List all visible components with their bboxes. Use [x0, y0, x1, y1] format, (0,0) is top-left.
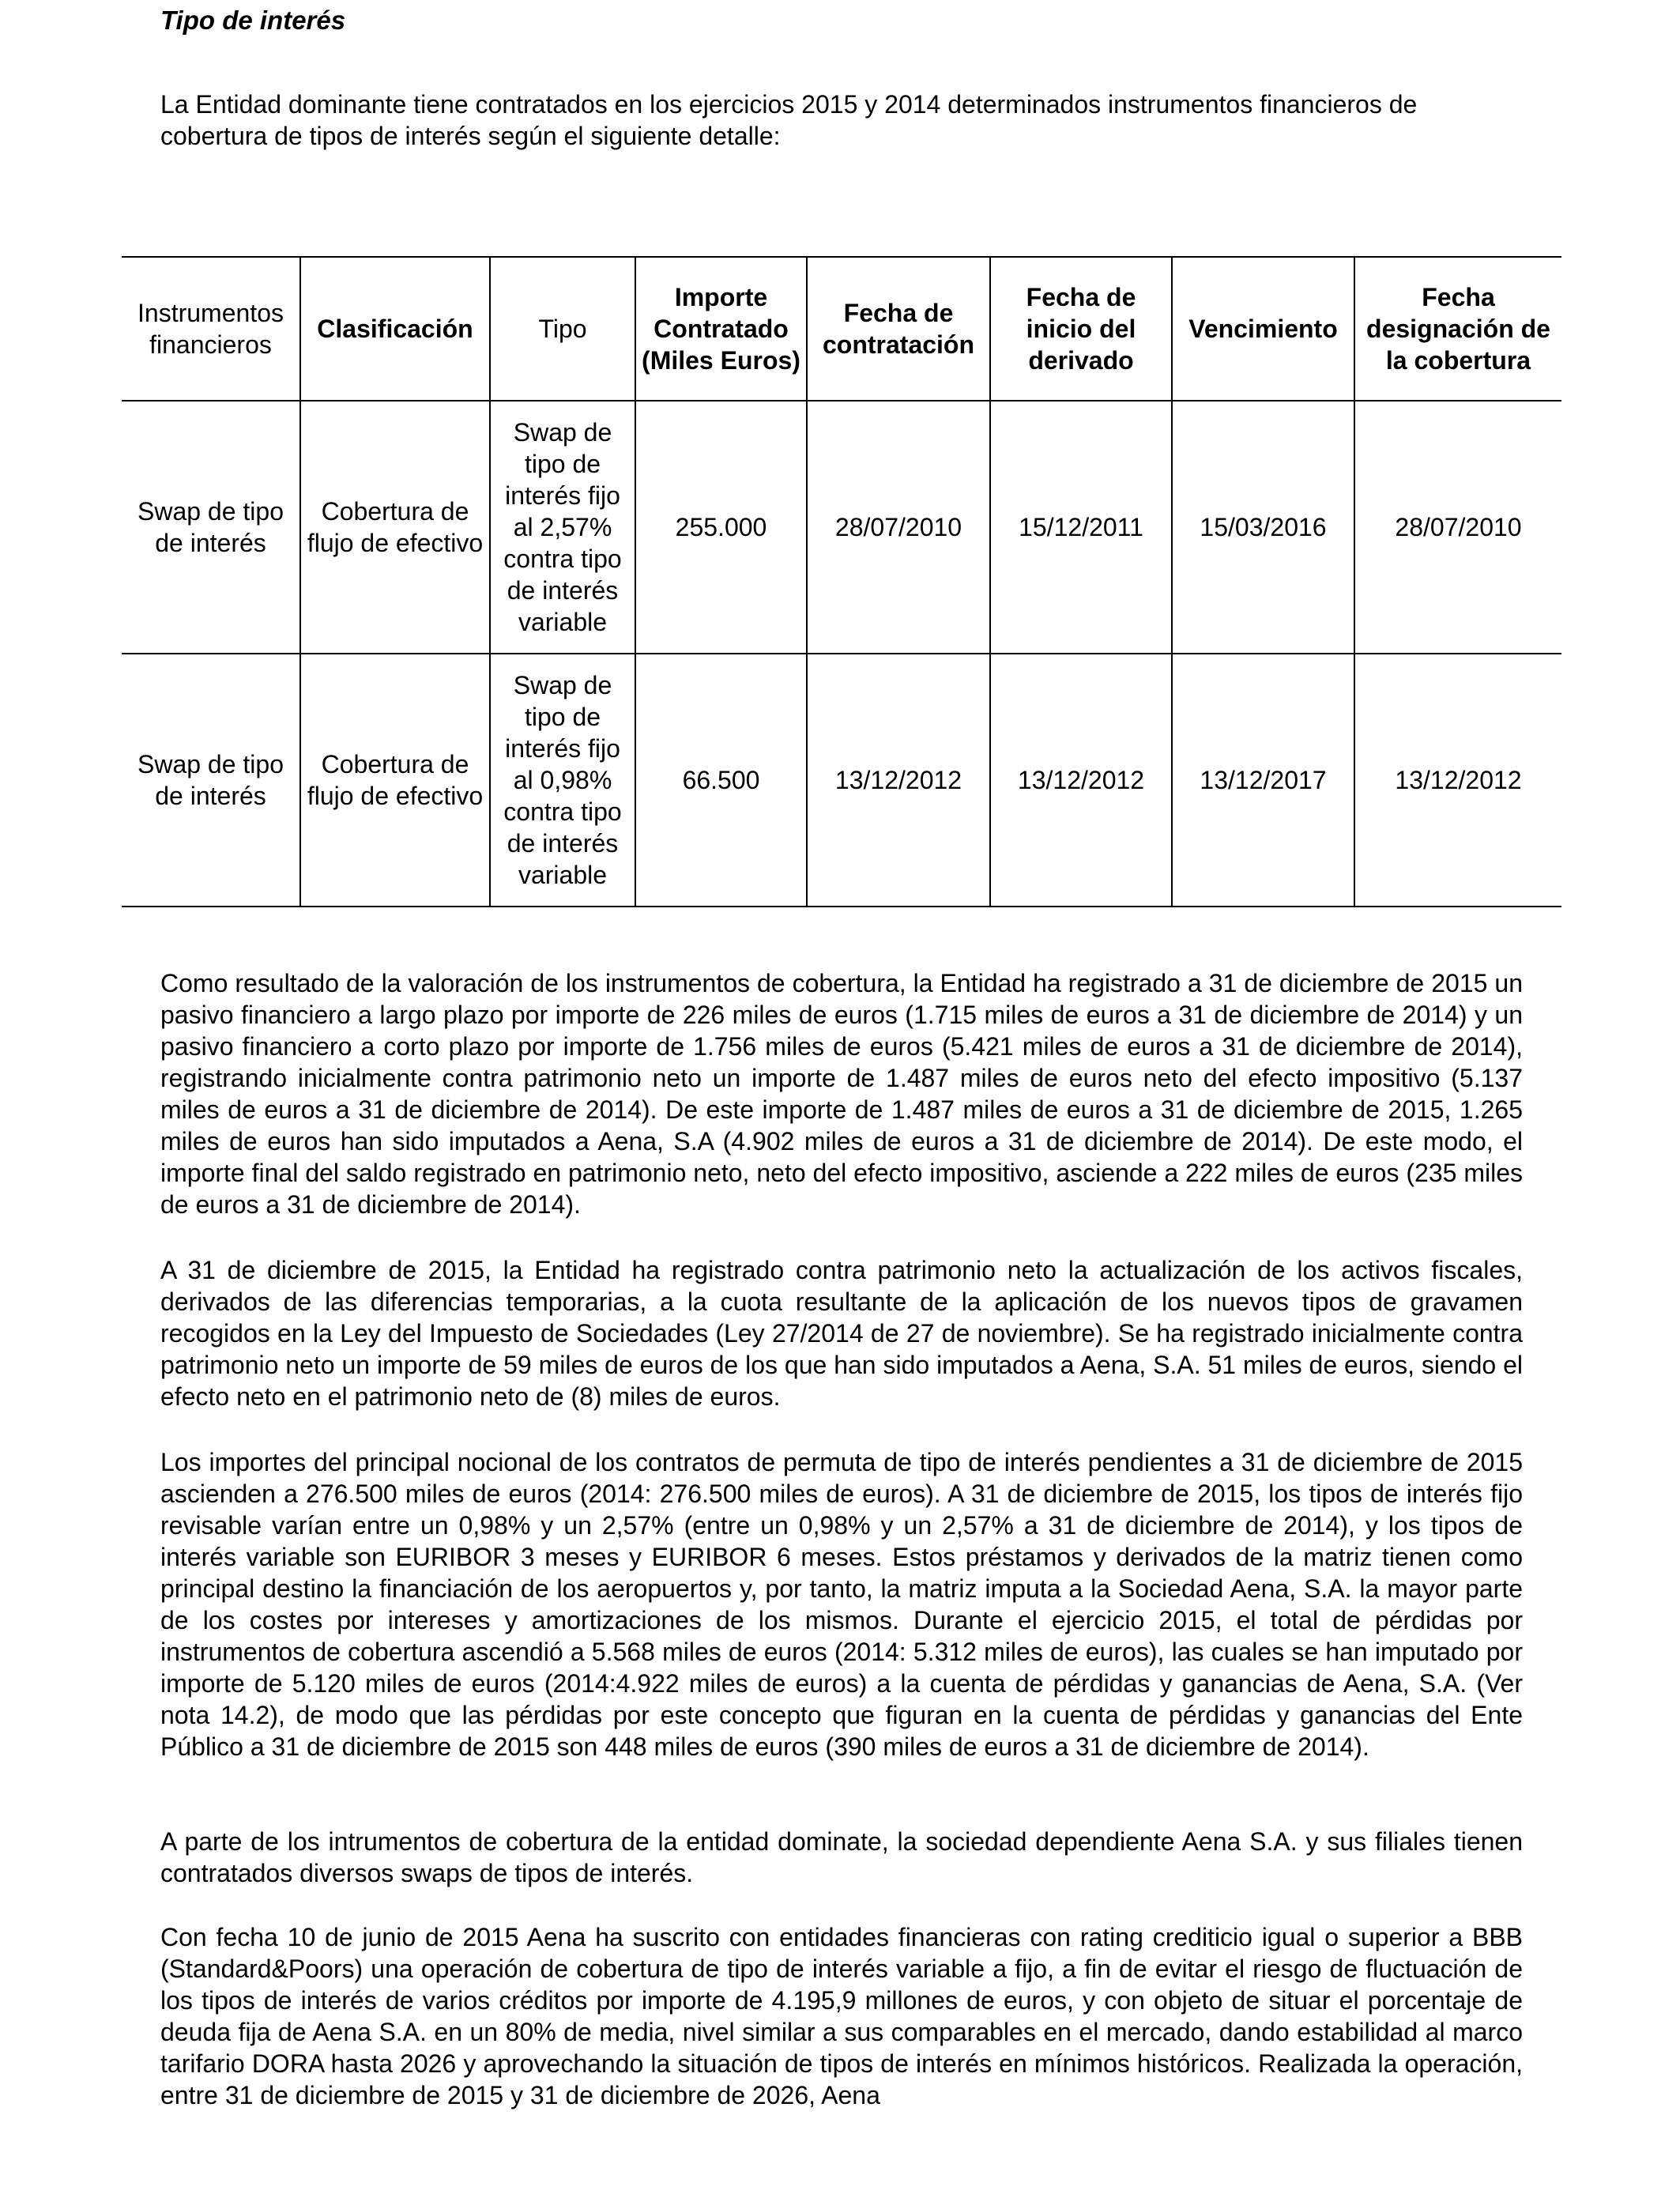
- table-cell: 15/03/2016: [1172, 401, 1354, 654]
- table-header-row: [122, 257, 1561, 401]
- table-cell: 255.000: [635, 401, 807, 654]
- body-paragraph: Los importes del principal nocional de los contratos de permuta de tipo de interés pendientes a 31 de diciembre de 2015 ascienden a 276.500 miles de euros (2014: 276.500 miles de euros). A 31 de diciembre de 2015, los tipos de interés fijo revisable varían entre un 0,98% y un 2,57% (entre un 0,98% y un 2,57% a 31 de diciembre de 2014), y los tipos de interés variable son EURIBOR 3 meses y EURIBOR 6 meses. Estos préstamos y derivados de la matriz tienen como principal destino la financiación de los aeropuertos y, por tanto, la matriz imputa a la Sociedad Aena, S.A. la mayor parte de los costes por intereses y amortizaciones de los mismos. Durante el ejercicio 2015, el total de pérdidas por instrumentos de cobertura ascendió a 5.568 miles de euros (2014: 5.312 miles de euros), las cuales se han imputado por importe de 5.120 miles de euros (2014:4.922 miles de euros) a la cuenta de pérdidas y ganancias de Aena, S.A. (Ver nota 14.2), de modo que las pérdidas por este concepto que figuran en la cuenta de pérdidas y ganancias del Ente Público a 31 de diciembre de 2015 son 448 miles de euros (390 miles de euros a 31 de diciembre de 2014).: [160, 1448, 1523, 1761]
- table-cell: 66.500: [635, 654, 807, 907]
- header-cell: Instrumentos financieros: [122, 257, 300, 401]
- table-cell: Cobertura de flujo de efectivo: [300, 401, 490, 654]
- table-cell: 13/12/2012: [1354, 654, 1561, 907]
- table-cell: 13/12/2012: [807, 654, 990, 907]
- table-cell: 28/07/2010: [1354, 401, 1561, 654]
- table-cell: Swap de tipo de interés fijo al 0,98% contra tipo de interés variable: [490, 654, 635, 907]
- table-cell: 13/12/2012: [990, 654, 1172, 907]
- body-paragraph: Como resultado de la valoración de los instrumentos de cobertura, la Entidad ha registrado a 31 de diciembre de 2015 un pasivo financiero a largo plazo por importe de 226 miles de euros (1.715 miles de euros a 31 de diciembre de 2014) y un pasivo financiero a corto plazo por importe de 1.756 miles de euros (5.421 miles de euros a 31 de diciembre de 2014), registrando inicialmente contra patrimonio neto un importe de 1.487 miles de euros neto del efecto impositivo (5.137 miles de euros a 31 de diciembre de 2014). De este importe de 1.487 miles de euros a 31 de diciembre de 2015, 1.265 miles de euros han sido imputados a Aena, S.A (4.902 miles de euros a 31 de diciembre de 2014). De este modo, el importe final del saldo registrado en patrimonio neto, neto del efecto impositivo, asciende a 222 miles de euros (235 miles de euros a 31 de diciembre de 2014).: [160, 969, 1523, 1219]
- section-heading: Tipo de interés: [160, 6, 346, 35]
- table-cell: Swap de tipo de interés: [122, 654, 300, 907]
- table-cell: 13/12/2017: [1172, 654, 1354, 907]
- table-row: [122, 401, 1561, 654]
- header-cell: Fecha designación de la cobertura: [1354, 257, 1561, 401]
- header-cell: Fecha de inicio del derivado: [990, 257, 1172, 401]
- table-cell: Swap de tipo de interés fijo al 2,57% contra tipo de interés variable: [490, 401, 635, 654]
- header-cell: Vencimiento: [1172, 257, 1354, 401]
- table-cell: Swap de tipo de interés: [122, 401, 300, 654]
- header-cell: Clasificación: [300, 257, 490, 401]
- header-cell: Tipo: [490, 257, 635, 401]
- table-cell: 28/07/2010: [807, 401, 990, 654]
- header-cell: Importe Contratado (Miles Euros): [635, 257, 807, 401]
- body-paragraph: Con fecha 10 de junio de 2015 Aena ha suscrito con entidades financieras con rating crediticio igual o superior a BBB (Standard&Poors) una operación de cobertura de tipo de interés variable a fijo, a fin de evitar el riesgo de fluctuación de los tipos de interés de varios créditos por importe de 4.195,9 millones de euros, y con objeto de situar el porcentaje de deuda fija de Aena S.A. en un 80% de media, nivel similar a sus comparables en el mercado, dando estabilidad al marco tarifario DORA hasta 2026 y aprovechando la situación de tipos de interés en mínimos históricos. Realizada la operación, entre 31 de diciembre de 2015 y 31 de diciembre de 2026, Aena: [160, 1923, 1523, 2109]
- table-row: [122, 654, 1561, 907]
- body-paragraph: A 31 de diciembre de 2015, la Entidad ha registrado contra patrimonio neto la actualización de los activos fiscales, derivados de las diferencias temporarias, a la cuota resultante de la aplicación de los nuevos tipos de gravamen recogidos en la Ley del Impuesto de Sociedades (Ley 27/2014 de 27 de noviembre). Se ha registrado inicialmente contra patrimonio neto un importe de 59 miles de euros de los que han sido imputados a Aena, S.A. 51 miles de euros, siendo el efecto neto en el patrimonio neto de (8) miles de euros.: [160, 1256, 1523, 1411]
- body-paragraph: A parte de los intrumentos de cobertura de la entidad dominate, la sociedad dependiente Aena S.A. y sus filiales tienen contratados diversos swaps de tipos de interés.: [160, 1827, 1523, 1887]
- header-cell: Fecha de contratación: [807, 257, 990, 401]
- hedging-instruments-table: [122, 256, 1561, 907]
- table-cell: 15/12/2011: [990, 401, 1172, 654]
- table-cell: Cobertura de flujo de efectivo: [300, 654, 490, 907]
- intro-paragraph: La Entidad dominante tiene contratados en los ejercicios 2015 y 2014 determinados instrumentos financieros de cobertura de tipos de interés según el siguiente detalle:: [160, 90, 1418, 150]
